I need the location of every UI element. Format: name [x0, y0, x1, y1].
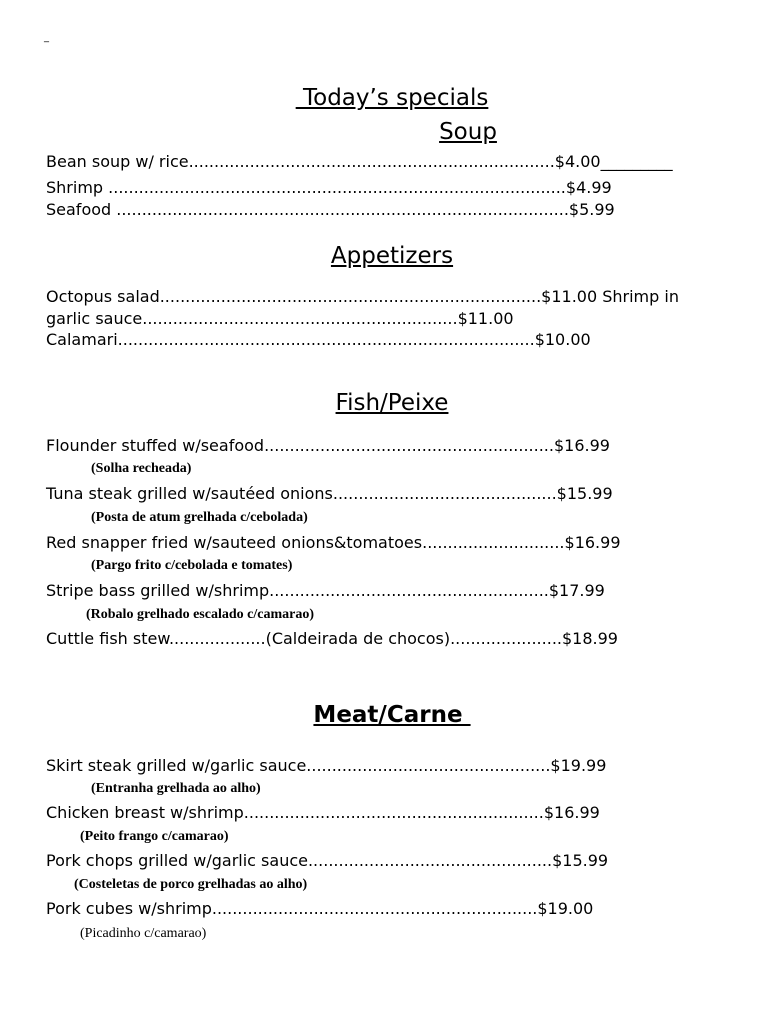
menu-item-translation: (Posta de atum grelhada c/cebolada): [91, 510, 308, 525]
section-heading-soup: Soup: [439, 119, 497, 145]
menu-item-stripe-bass: Stripe bass grilled w/shrimp.......................................................$17.99: [46, 581, 605, 600]
menu-item-tuna-steak: Tuna steak grilled w/sautéed onions............................................$15.99: [46, 484, 613, 503]
menu-item-shrimp-soup: Shrimp ..........................................................................................$4.99: [46, 178, 612, 197]
page-title: Today’s specials: [295, 85, 489, 111]
menu-item-seafood-soup: Seafood .........................................................................................$5.99: [46, 200, 615, 219]
menu-item-pork-cubes: Pork cubes w/shrimp................................................................$19.00: [46, 899, 594, 918]
menu-item-chicken-breast: Chicken breast w/shrimp...........................................................$16.99: [46, 803, 600, 822]
menu-item-translation: (Robalo grelhado escalado c/camarao): [86, 607, 314, 622]
menu-item-flounder: Flounder stuffed w/seafood.........................................................$16.99: [46, 436, 610, 455]
menu-item-translation: (Picadinho c/camarao): [80, 926, 207, 941]
menu-item-red-snapper: Red snapper fried w/sauteed onions&tomatoes............................$16.99: [46, 533, 621, 552]
section-heading-meat: Meat/Carne: [313, 702, 471, 728]
menu-item-bean-soup: Bean soup w/ rice........................................................................$4.00_________: [46, 152, 673, 171]
menu-item-cuttle-fish: Cuttle fish stew...................(Caldeirada de chocos)......................$18.99: [46, 629, 618, 648]
menu-item-translation: (Entranha grelhada ao alho): [91, 781, 261, 796]
menu-item-skirt-steak: Skirt steak grilled w/garlic sauce................................................$19.99: [46, 756, 607, 775]
menu-item-calamari: Calamari..................................................................................$10.00: [46, 330, 591, 349]
menu-item-pork-chops: Pork chops grilled w/garlic sauce................................................$15.99: [46, 851, 609, 870]
menu-item-translation: (Pargo frito c/cebolada e tomates): [91, 558, 293, 573]
corner-mark: _: [44, 32, 49, 43]
menu-item-translation: (Peito frango c/camarao): [80, 829, 229, 844]
menu-item-garlic-sauce: garlic sauce..............................................................$11.00: [46, 309, 514, 328]
menu-item-translation: (Solha recheada): [91, 461, 192, 476]
section-heading-appetizers: Appetizers: [330, 243, 454, 269]
section-heading-fish: Fish/Peixe: [335, 390, 449, 416]
menu-item-octopus-salad: Octopus salad...........................................................................$11.00 Shrimp in: [46, 287, 679, 306]
menu-item-translation: (Costeletas de porco grelhadas ao alho): [74, 877, 308, 892]
